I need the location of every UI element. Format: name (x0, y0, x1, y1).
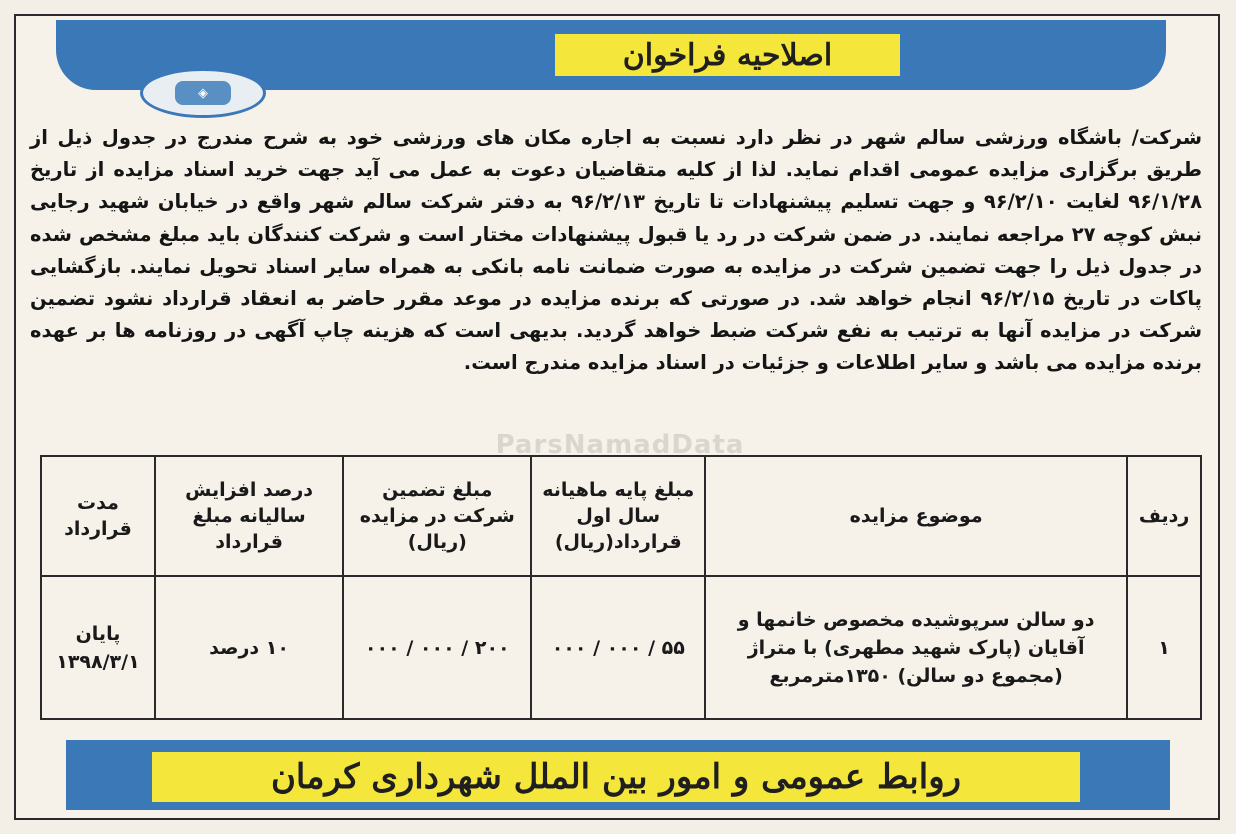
cell-base-price: ۵۵ / ۰۰۰ / ۰۰۰ (531, 576, 705, 719)
cell-row-number: ۱ (1127, 576, 1201, 719)
municipality-logo (140, 68, 266, 118)
notice-title: اصلاحیه فراخوان (555, 34, 900, 76)
table-row (41, 576, 1201, 719)
auction-table (40, 455, 1202, 720)
header-base-price: مبلغ پایه ماهیانه سال اول قرارداد(ریال) (531, 456, 705, 576)
logo-emblem-icon: ◈ (175, 81, 231, 105)
cell-contract-term: پایان ۱۳۹۸/۳/۱ (41, 576, 155, 719)
cell-subject: دو سالن سرپوشیده مخصوص خانمها و آقایان (پارک شهید مطهری) با متراژ (مجموع دو سالن) ۱۳۵۰مترمربع (705, 576, 1127, 719)
header-subject: موضوع مزایده (705, 456, 1127, 576)
header-row-number: ردیف (1127, 456, 1201, 576)
watermark-text: ParsNamadData (495, 430, 745, 460)
header-guarantee: مبلغ تضمین شرکت در مزایده (ریال) (343, 456, 531, 576)
header-annual-increase: درصد افزایش سالیانه مبلغ قرارداد (155, 456, 343, 576)
footer-signature: روابط عمومی و امور بین الملل شهرداری کرمان (152, 752, 1080, 802)
table-header-row (41, 456, 1201, 576)
cell-annual-increase: ۱۰ درصد (155, 576, 343, 719)
cell-guarantee: ۲۰۰ / ۰۰۰ / ۰۰۰ (343, 576, 531, 719)
notice-body: شرکت/ باشگاه ورزشی سالم شهر در نظر دارد نسبت به اجاره مکان های ورزشی خود به شرح مندرج در جدول ذیل از طریق برگزاری مزایده عمومی اقدام نماید. لذا از کلیه متقاضیان دعوت به عمل می آید جهت خرید اسناد مزایده از تاریخ ۹۶/۱/۲۸ لغایت ۹۶/۲/۱۰ و جهت تسلیم پیشنهادات تا تاریخ ۹۶/۲/۱۳ به دفتر شرکت سالم شهر واقع در خیابان شهید رجایی نبش کوچه ۲۷ مراجعه نمایند. در ضمن شرکت در رد یا قبول پیشنهادات مختار است و شرکت کنندگان باید مبلغ مشخص شده در جدول ذیل را جهت تضمین شرکت در مزایده به صورت ضمانت نامه بانکی به همراه سایر اسناد تحویل نمایند. بازگشایی پاکات در تاریخ ۹۶/۲/۱۵ انجام خواهد شد. در صورتی که برنده مزایده در موعد مقرر حاضر به انعقاد قرارداد نشود تضمین شرکت در مزایده آنها به ترتیب به نفع شرکت ضبط خواهد گردید. بدیهی است که هزینه چاپ آگهی در روزنامه ها بر عهده برنده مزایده می باشد و سایر اطلاعات و جزئیات در اسناد مزایده مندرج است. (30, 126, 1203, 375)
header-contract-term: مدت قرارداد (41, 456, 155, 576)
